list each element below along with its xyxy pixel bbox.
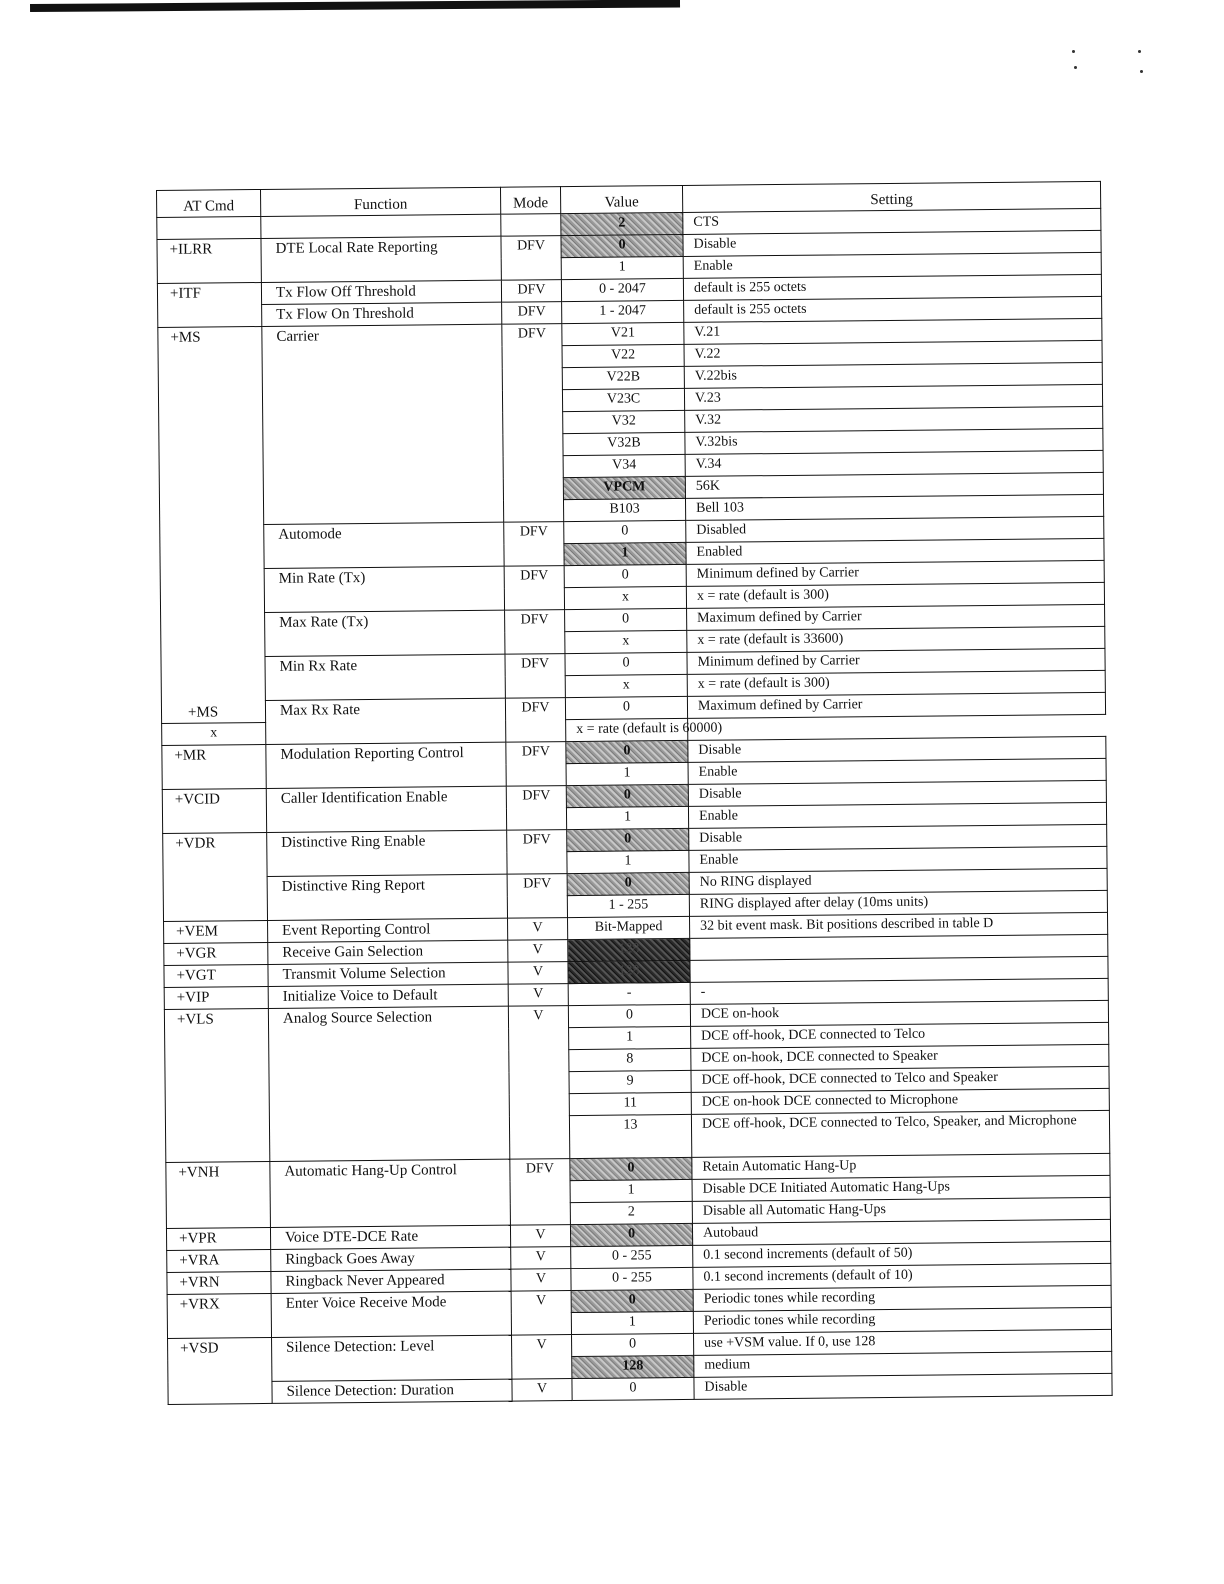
mode-cell: DFV [501,280,561,303]
value-cell: x [162,722,266,745]
setting-cell: DCE off-hook, DCE connected to Telco [691,1022,1109,1048]
cmd-cell: +VCID [162,788,266,833]
function-cell: Tx Flow Off Threshold [261,280,501,304]
setting-cell: use +VSM value. If 0, use 128 [694,1329,1112,1355]
scan-speck [1072,50,1075,53]
value-cell: 1 [566,762,688,785]
value-cell-default: 0 [566,784,688,807]
mode-cell: DFV [507,830,567,875]
at-command-table [156,181,1113,1405]
value-cell: x [564,586,686,609]
cmd-cell: +VLS [164,1008,269,1162]
value-cell: V21 [562,322,684,345]
value-cell: 0 [564,564,686,587]
function-cell: Silence Detection: Level [272,1335,512,1381]
value-cell-default: 0 [567,828,689,851]
value-cell: 1 [570,1179,692,1202]
mode-cell: V [508,1006,569,1160]
function-cell: Initialize Voice to Default [268,984,508,1008]
mode-cell: DFV [502,302,562,325]
value-cell: V32B [563,432,685,455]
cmd-cell: +ILRR [157,238,261,283]
setting-cell: x = rate (default is 300) [687,670,1105,696]
mode-cell: V [510,1225,570,1248]
mode-cell: V [508,940,568,963]
header-function: Function [261,187,501,216]
cmd-label-repeat: +MS [187,704,219,721]
setting-cell: Enable [688,758,1106,784]
value-cell: 1 [571,1311,693,1334]
setting-cell: V.23 [684,384,1102,410]
mode-cell: V [511,1291,571,1336]
function-cell: Automode [264,522,504,568]
value-cell: 1 [566,806,688,829]
mode-cell [501,214,561,237]
function-cell: Automatic Hang-Up Control [270,1159,511,1227]
function-cell: Max Rx Rate [265,698,505,744]
mode-cell: DFV [507,874,567,919]
function-cell: Ringback Never Appeared [271,1269,511,1293]
scan-artifact-bar [30,0,680,12]
value-cell: V32 [563,410,685,433]
cmd-cell: +VSD [168,1337,273,1404]
value-cell: 9 [569,1070,691,1093]
setting-cell: Disable [694,1373,1112,1399]
value-cell: V22 [562,344,684,367]
function-cell: Distinctive Ring Report [267,874,507,920]
setting-cell: Autobaud [692,1219,1110,1245]
value-cell: 13 [569,1114,691,1158]
value-cell: x [565,674,687,697]
value-cell: B103 [563,498,685,521]
value-cell-default: 1 [564,542,686,565]
setting-cell: Disable [683,230,1101,256]
value-cell-default: 0 [570,1223,692,1246]
scan-speck [1140,70,1143,73]
value-cell: 0 [564,520,686,543]
value-cell: 0 [565,608,687,631]
mode-cell: DFV [505,654,565,699]
setting-cell: V.32 [685,406,1103,432]
setting-cell: Enable [689,846,1107,872]
mode-cell: DFV [504,566,564,611]
mode-cell: DFV [506,786,566,831]
mode-cell: DFV [506,742,566,787]
value-cell: 0 [565,696,687,719]
mode-cell: DFV [501,236,561,281]
setting-cell: 0.1 second increments (default of 10) [693,1263,1111,1289]
setting-cell: x = rate (default is 33600) [687,626,1105,652]
cmd-cell: +VRA [167,1249,271,1272]
setting-cell: Disable [689,824,1107,850]
function-cell: Transmit Volume Selection [268,962,508,986]
setting-cell: Bell 103 [685,494,1103,520]
setting-cell: DCE on-hook DCE connected to Microphone [691,1088,1109,1114]
value-cell-default: 0 [566,740,688,763]
function-cell: Min Rate (Tx) [264,566,504,612]
function-cell: Silence Detection: Duration [272,1379,512,1403]
setting-cell: default is 255 octets [683,274,1101,300]
function-cell: Voice DTE-DCE Rate [270,1225,510,1249]
cmd-cell: +MR [162,744,266,789]
mode-cell: DFV [510,1159,571,1226]
cmd-cell [158,326,266,723]
mode-cell: V [511,1247,571,1270]
setting-cell: CTS [683,208,1101,234]
setting-cell: Enabled [686,538,1104,564]
value-cell: Bit-Mapped [568,916,690,939]
function-cell: Event Reporting Control [268,918,508,942]
setting-cell: Disable DCE Initiated Automatic Hang-Ups [692,1175,1110,1201]
function-cell: Tx Flow On Threshold [262,302,502,326]
value-cell: 0 - 2047 [561,278,683,301]
value-cell: 1 [569,1026,691,1049]
value-cell: 0 - 255 [571,1245,693,1268]
setting-cell: x = rate (default is 60000) [566,718,688,741]
value-cell: 0 [568,1004,690,1027]
function-cell: Ringback Goes Away [271,1247,511,1271]
setting-cell: Maximum defined by Carrier [687,604,1105,630]
value-cell-default: VPCM [563,476,685,499]
setting-cell: No RING displayed [689,868,1107,894]
setting-cell: x = rate (default is 300) [686,582,1104,608]
setting-cell: Disable all Automatic Hang-Ups [692,1197,1110,1223]
setting-cell: V.22 [684,340,1102,366]
setting-cell: V.34 [685,450,1103,476]
cmd-cell: +ITF [157,282,261,327]
mode-cell: V [508,918,568,941]
setting-cell: - [690,978,1108,1004]
setting-cell: default is 255 octets [684,296,1102,322]
scan-speck [1074,66,1077,69]
setting-cell: Disable [688,736,1106,762]
setting-cell: Periodic tones while recording [693,1307,1111,1333]
function-cell [261,214,501,238]
value-cell: V23C [562,388,684,411]
value-cell-default: 128 [572,1355,694,1378]
setting-cell: Enable [688,802,1106,828]
value-cell: 1 [561,256,683,279]
setting-cell: Minimum defined by Carrier [687,648,1105,674]
value-cell: 0 [572,1377,694,1400]
setting-cell: DCE on-hook [690,1000,1108,1026]
function-cell: Min Rx Rate [265,654,505,700]
setting-cell: V.32bis [685,428,1103,454]
mode-cell: V [511,1269,571,1292]
setting-cell: Retain Automatic Hang-Up [692,1153,1110,1179]
function-cell: DTE Local Rate Reporting [261,236,501,282]
function-cell: Caller Identification Enable [266,786,506,832]
mode-cell: DFV [505,610,565,655]
cmd-cell: +VDR [163,832,268,921]
value-cell: - [568,982,690,1005]
setting-cell: V.22bis [684,362,1102,388]
mode-cell: V [508,984,568,1007]
setting-cell: RING displayed after delay (10ms units) [689,890,1107,916]
cmd-cell: +VRX [167,1293,271,1338]
header-at-cmd: AT Cmd [157,189,261,217]
header-mode: Mode [500,187,560,215]
cmd-cell: +VIP [164,986,268,1009]
value-cell: 1 - 2047 [562,300,684,323]
value-cell: V34 [563,454,685,477]
cmd-cell: +VEM [164,920,268,943]
value-cell: 0 [565,652,687,675]
mode-cell: DFV [502,324,564,523]
setting-cell: Disabled [686,516,1104,542]
value-cell: 1 [567,850,689,873]
value-cell: 11 [569,1092,691,1115]
setting-cell: Enable [683,252,1101,278]
setting-cell: 0.1 second increments (default of 50) [693,1241,1111,1267]
value-cell: 8 [569,1048,691,1071]
value-cell: 0 - 255 [571,1267,693,1290]
header-setting: Setting [682,181,1100,212]
mode-cell: V [508,962,568,985]
value-cell-default: 0 [571,1289,693,1312]
value-cell-default: 0 [570,1157,692,1180]
value-cell-default: 128 [568,960,690,983]
setting-cell: 32 bit event mask. Bit positions described in table D [689,912,1107,938]
setting-cell: DCE on-hook, DCE connected to Speaker [691,1044,1109,1070]
value-cell-default: 0 [561,234,683,257]
value-cell: 1 - 255 [567,894,689,917]
value-cell: x [565,630,687,653]
function-cell: Distinctive Ring Enable [267,830,507,876]
function-cell: Analog Source Selection [268,1006,509,1161]
setting-cell: V.21 [684,318,1102,344]
cmd-cell: +VNH [166,1161,271,1228]
value-cell: 2 [570,1201,692,1224]
function-cell: Enter Voice Receive Mode [271,1291,511,1337]
function-cell: Max Rate (Tx) [265,610,505,656]
value-cell: V22B [562,366,684,389]
cmd-cell: +VGT [164,964,268,987]
scan-speck [1138,50,1141,53]
function-cell: Carrier [262,324,504,524]
function-cell: Receive Gain Selection [268,940,508,964]
setting-cell: DCE off-hook, DCE connected to Telco and Speaker [691,1066,1109,1092]
value-cell-default: 128 [568,938,690,961]
cmd-cell: +VGR [164,942,268,965]
setting-cell: Maximum defined by Carrier [687,692,1105,718]
mode-cell: DFV [504,522,564,567]
setting-cell: Disable [688,780,1106,806]
mode-cell: DFV [505,698,565,743]
setting-cell: medium [694,1351,1112,1377]
setting-cell: 56K [685,472,1103,498]
setting-cell: DCE off-hook, DCE connected to Telco, Speaker, and Microphone [691,1110,1109,1157]
function-cell: Modulation Reporting Control [266,742,506,788]
cmd-cell: +VRN [167,1271,271,1294]
cmd-cell [157,216,261,239]
mode-cell: V [512,1379,572,1402]
cmd-cell: +VPR [166,1227,270,1250]
setting-cell: Minimum defined by Carrier [686,560,1104,586]
mode-cell: V [512,1335,572,1380]
value-cell: 0 [572,1333,694,1356]
setting-cell: Periodic tones while recording [693,1285,1111,1311]
value-cell-default: 2 [561,212,683,235]
header-value: Value [560,185,682,213]
value-cell-default: 0 [567,872,689,895]
cmd-label: +MS [170,329,201,346]
